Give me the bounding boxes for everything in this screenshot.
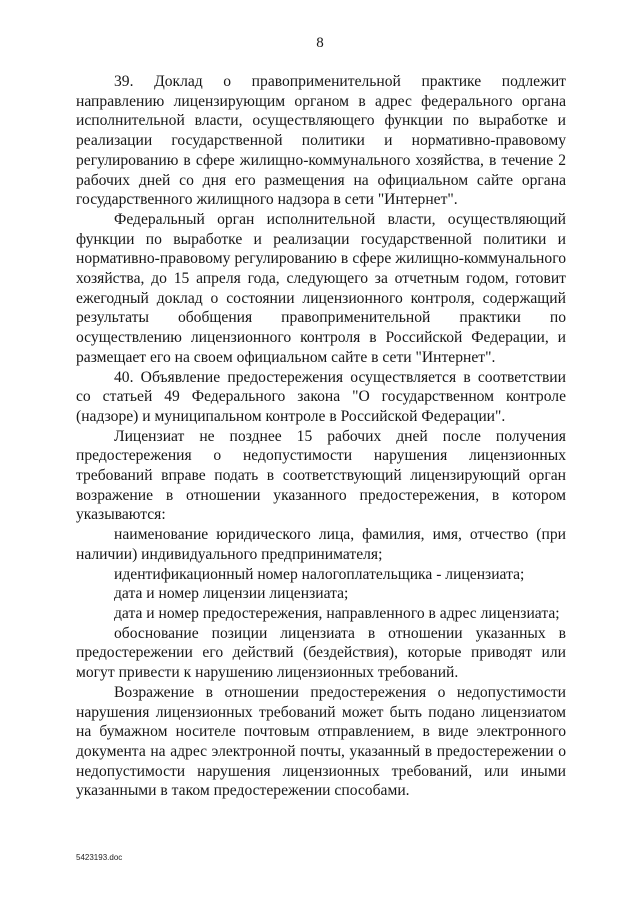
paragraph-40: 40. Объявление предостережения осуществляется в соответствии со статьей 49 Федерального закона "О государственном контроле (надзоре) и муниципальном контроле в Российской Федерации". (76, 368, 566, 425)
list-item-justification: обоснование позиции лицензиата в отношении указанных в предостережении его действий (бездействия), которые приводят или могут привести к нарушению лицензионных требований. (76, 624, 566, 682)
paragraph-39: 39. Доклад о правоприменительной практике подлежит направлению лицензирующим органом в адрес федерального органа исполнительной власти, осуществляющего функции по выработке и реализации государственной политики и нормативно-правовому регулированию в сфере жилищно-коммунального хозяйства, в течение 2 рабочих дней со дня его размещения на официальном сайте органа государственного жилищного надзора в сети "Интернет". (76, 73, 566, 209)
page-number: 8 (316, 35, 324, 51)
document-body (76, 72, 566, 801)
list-item-license: дата и номер лицензии лицензиата; (114, 585, 349, 603)
list-item-inn: идентификационный номер налогоплательщика - лицензиата; (114, 565, 525, 583)
list-item-name: наименование юридического лица, фамилия, имя, отчество (при наличии) индивидуального предпринимателя; (76, 526, 566, 563)
paragraph-objection-submission: Возражение в отношении предостережения о недопустимости нарушения лицензионных требований может быть подано лицензиатом на бумажном носителе почтовым отправлением, в виде электронного документа на адрес электронной почты, указанный в предостережении о недопустимости нарушения лицензионных требований, или иными указанными в таком предостережении способами. (76, 683, 566, 800)
document-filename: 5423193.doc (76, 853, 123, 862)
paragraph-objection-right: Лицензиат не позднее 15 рабочих дней после получения предостережения о недопустимости нарушения лицензионных требований вправе подать в соответствующий лицензирующий орган возражение в отношении указанного предостережения, в котором указываются: (76, 427, 566, 524)
paragraph-federal-report: Федеральный орган исполнительной власти, осуществляющий функции по выработке и реализации государственной политики и нормативно-правовому регулированию в сфере жилищно-коммунального хозяйства, до 15 апреля года, следующего за отчетным годом, готовит ежегодный доклад о состоянии лицензионного контроля, содержащий результаты обобщения правоприменительной практики по осуществлению лицензионного контроля в Российской Федерации, и размещает его на своем официальном сайте в сети "Интернет". (76, 210, 566, 366)
list-item-warning-number: дата и номер предостережения, направленного в адрес лицензиата; (114, 604, 560, 622)
